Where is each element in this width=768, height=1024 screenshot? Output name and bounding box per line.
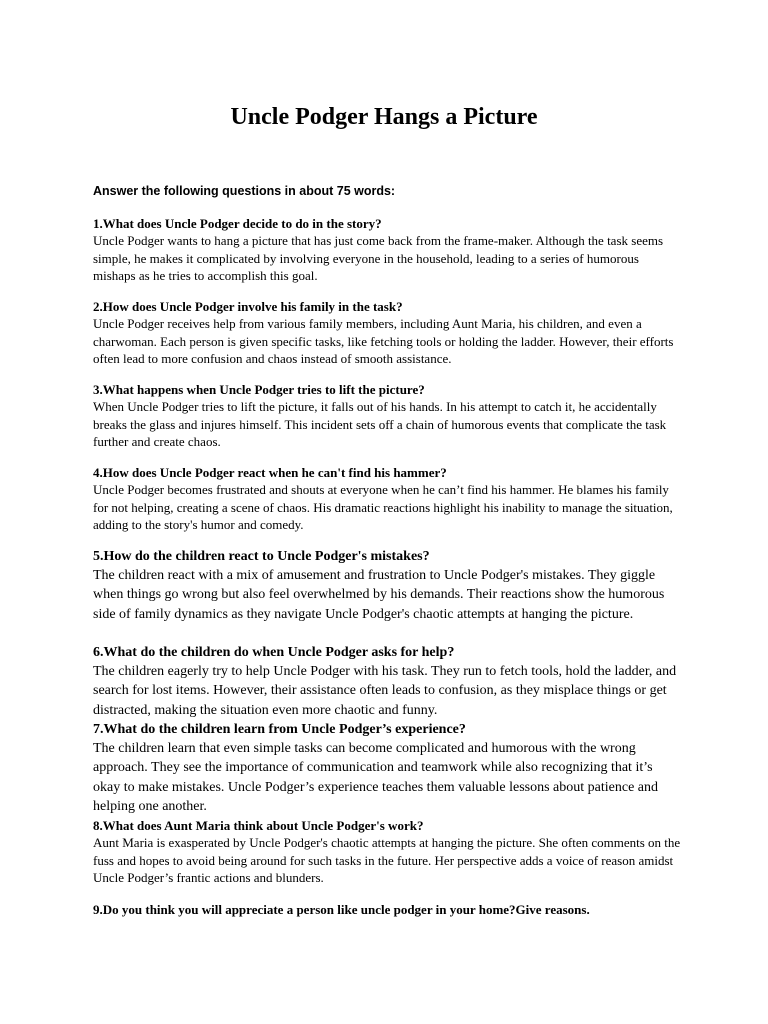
answer-4: Uncle Podger becomes frustrated and shouts at everyone when he can’t find his hammer. He blames his family for not helping, creating a scene of chaos. His dramatic reactions highlight his inability to manage the situation, adding to the story's humor and comedy. — [93, 482, 673, 532]
answer-8: Aunt Maria is exasperated by Uncle Podger's chaotic attempts at hanging the picture. She often comments on the fuss and hopes to avoid being around for such tasks in the future. Her perspective adds a voice of reason amidst Uncle Podger’s frantic actions and blunders. — [93, 835, 681, 885]
answer-3: When Uncle Podger tries to lift the picture, it falls out of his hands. In his attempt to catch it, he accidentally breaks the glass and injures himself. This incident sets off a chain of humorous events that complicate the task further and create chaos. — [93, 399, 667, 449]
document-title: Uncle Podger Hangs a Picture — [230, 104, 538, 130]
question-9: 9.Do you think you will appreciate a person like uncle podger in your home?Give reasons. — [93, 902, 590, 917]
answer-5: The children react with a mix of amusement and frustration to Uncle Podger's mistakes. They giggle when things go wrong but also feel overwhelmed by his demands. Their reactions show the humorous side of family dynamics as they navigate Uncle Podger's chaotic attempts at hanging the picture. — [93, 568, 665, 622]
qa-block-7 — [93, 721, 683, 816]
question-4: 4.How does Uncle Podger react when he can't find his hammer? — [93, 465, 447, 480]
qa-block-2 — [93, 298, 683, 368]
answer-6: The children eagerly try to help Uncle Podger with his task. They run to fetch tools, hold the ladder, and search for lost items. However, their assistance often leads to confusion, as they misplace things or get distracted, making the situation even more chaotic and funny. — [93, 664, 677, 718]
question-8: 8.What does Aunt Maria think about Uncle Podger's work? — [93, 818, 424, 833]
qa-block-6 — [93, 644, 683, 720]
answer-7: The children learn that even simple tasks can become complicated and humorous with the wrong approach. They see the importance of communication and teamwork while also recognizing that it’s okay to make mistakes. Uncle Podger’s experience teaches them valuable lessons about patience and helping one another. — [93, 741, 658, 814]
qa-block-9 — [93, 901, 713, 918]
question-6: 6.What do the children do when Uncle Podger asks for help? — [93, 645, 455, 660]
question-1: 1.What does Uncle Podger decide to do in the story? — [93, 216, 382, 231]
qa-block-1 — [93, 215, 683, 285]
question-3: 3.What happens when Uncle Podger tries to lift the picture? — [93, 382, 425, 397]
answer-1: Uncle Podger wants to hang a picture that has just come back from the frame-maker. Although the task seems simple, he makes it complicated by involving everyone in the household, leading to a series of humorous mishaps as he tries to accomplish this goal. — [93, 233, 664, 283]
qa-block-4 — [93, 464, 683, 534]
qa-block-5 — [93, 548, 683, 624]
qa-block-3 — [93, 381, 683, 451]
question-2: 2.How does Uncle Podger involve his family in the task? — [93, 299, 403, 314]
question-5: 5.How do the children react to Uncle Podger's mistakes? — [93, 549, 430, 564]
question-7: 7.What do the children learn from Uncle Podger’s experience? — [93, 722, 466, 737]
qa-block-8 — [93, 817, 683, 887]
instruction-text: Answer the following questions in about 75 words: — [93, 184, 396, 198]
answer-2: Uncle Podger receives help from various family members, including Aunt Maria, his children, and even a charwoman. Each person is given specific tasks, like fetching tools or holding the ladder. However, their efforts often lead to more confusion and chaos instead of smooth assistance. — [93, 316, 674, 366]
